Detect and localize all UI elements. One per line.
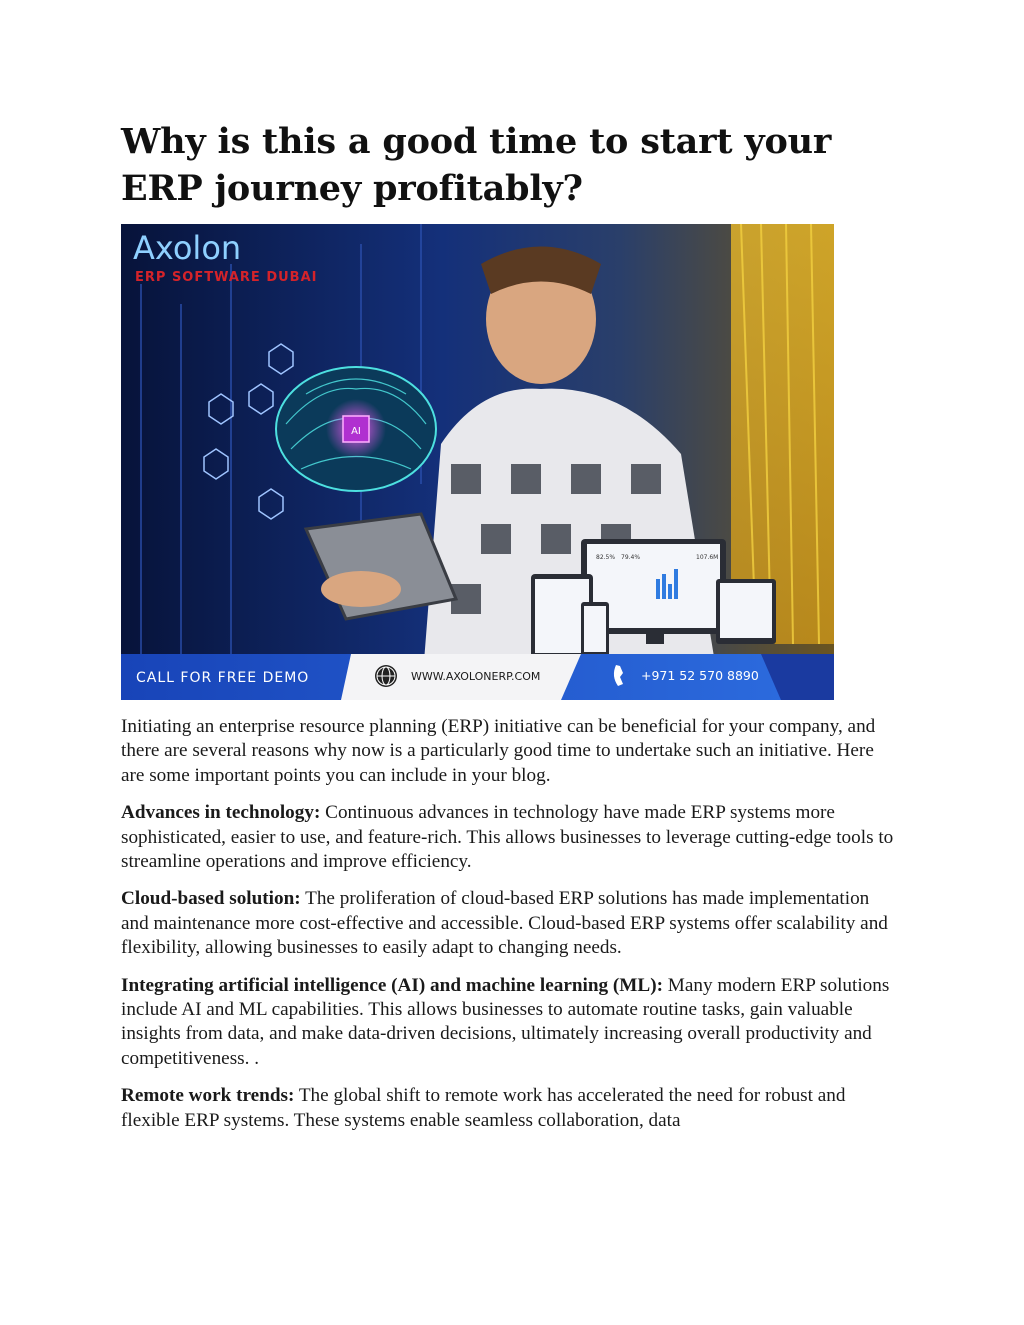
kpi-3: 107.6M <box>696 554 719 561</box>
cta-website: WWW.AXOLONERP.COM <box>411 670 541 683</box>
cta-bar <box>121 654 834 700</box>
point-text: The global shift to remote work has accelerated the need for robust and flexible ERP systems. These systems enable seamless collaboration, data <box>121 1085 846 1131</box>
intro-paragraph: Initiating an enterprise resource planning (ERP) initiative can be beneficial for your company, and there are several reasons why now is a particularly good time to undertake such an initiative. Here are some important points you can include in your blog. <box>121 716 876 786</box>
kpi-2: 79.4% <box>621 554 641 561</box>
point-heading: Cloud-based solution: <box>121 888 301 910</box>
point-heading: Remote work trends: <box>121 1085 295 1107</box>
kpi-1: 82.5% <box>596 554 616 561</box>
point-paragraph <box>121 1084 901 1133</box>
point-paragraph <box>121 887 901 960</box>
axolon-logo: Axolon <box>133 229 242 267</box>
cta-free-demo: FREE DEMO <box>217 670 310 686</box>
hero-banner-image <box>121 224 834 700</box>
point-heading: Integrating artificial intelligence (AI) and machine learning (ML): <box>121 974 663 996</box>
point-text: Continuous advances in technology have made ERP systems more sophisticated, easier to use, and feature-rich. This allows businesses to leverage cutting-edge tools to streamline operations and improve efficiency. <box>121 802 894 873</box>
ai-chip-label: AI <box>351 426 361 437</box>
point-paragraph <box>121 801 901 874</box>
article-title: Why is this a good time to start your ERP journey profitably? <box>121 121 832 209</box>
ai-brain-illustration <box>276 367 436 491</box>
point-text: The proliferation of cloud-based ERP solutions has made implementation and maintenance more cost-effective and accessible. Cloud-based ERP systems offer scalability and flexibility, allowing businesses to easily adapt to changing needs. <box>121 888 888 959</box>
point-heading: Advances in technology: <box>121 802 321 824</box>
cta-call-text: CALL FOR <box>136 670 218 686</box>
point-paragraph <box>121 974 901 1072</box>
cta-phone: +971 52 570 8890 <box>641 668 759 683</box>
banner-tagline: ERP SOFTWARE DUBAI <box>135 270 318 285</box>
cta-call-for <box>136 670 309 686</box>
point-text: Many modern ERP solutions include AI and ML capabilities. This allows businesses to automate routine tasks, gain valuable insights from data, and make data-driven decisions, ultimately increasing overall productivity and competitiveness. . <box>121 974 890 1069</box>
